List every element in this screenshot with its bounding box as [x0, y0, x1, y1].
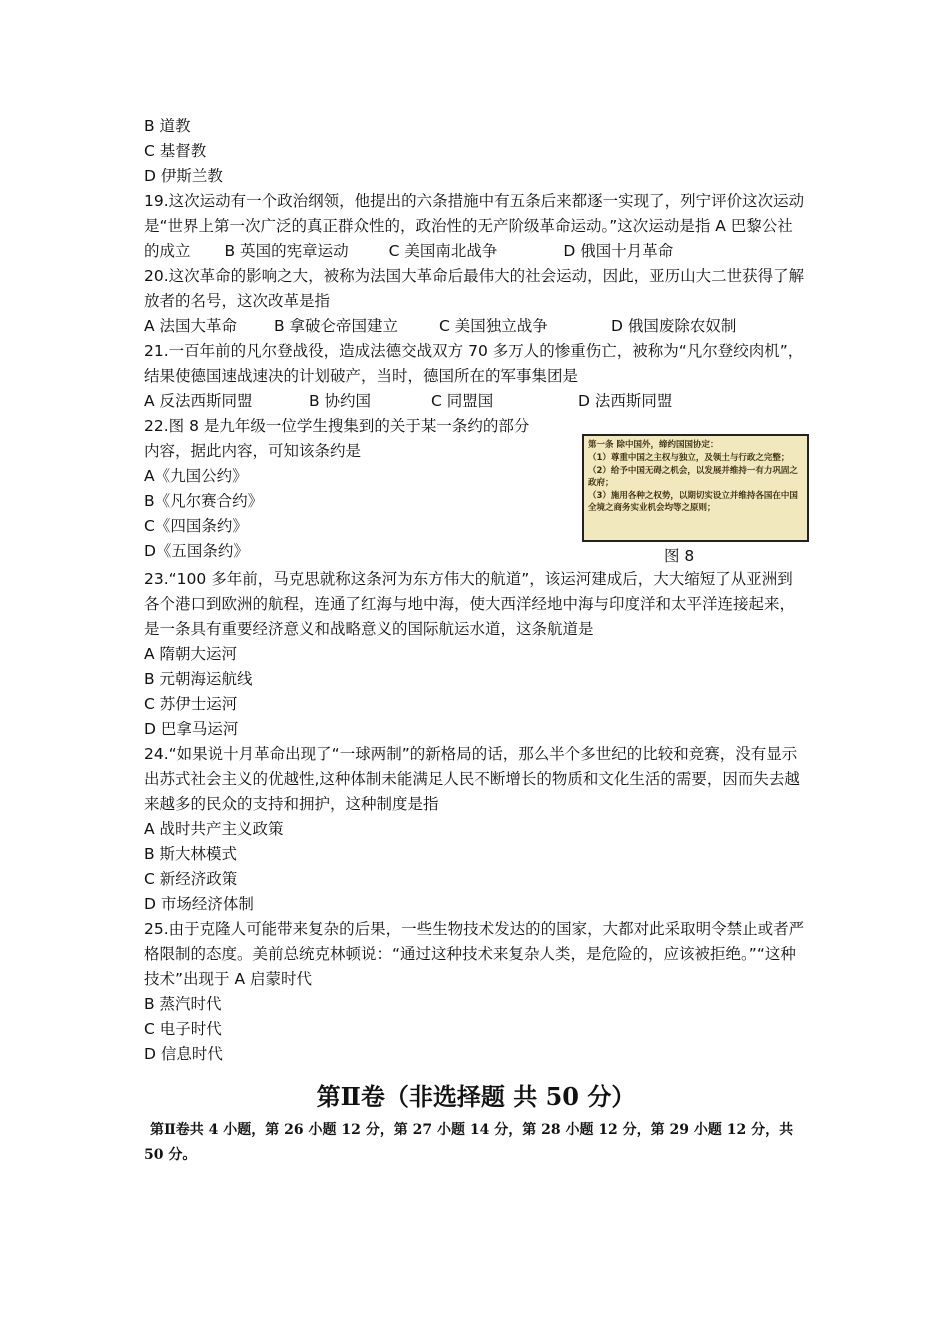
figure-line: （3）施用各种之权势，以期切实设立并维持各国在中国全境之商务实业机会均等之原则；: [588, 491, 798, 513]
question-text: 22.图 8 是九年级一位学生搜集到的关于某一条约的部分: [144, 417, 530, 435]
question-text: 20.这次革命的影响之大，被称为法国大革命后最伟大的社会运动，因此，亚历山大二世获得了解放者的名号，这次改革是指: [144, 267, 805, 310]
option-line: C 基督教: [144, 142, 207, 160]
option: A 法国大革命: [144, 317, 238, 335]
question-19: [144, 189, 808, 264]
option-row: [144, 314, 808, 339]
option-line: C 新经济政策: [144, 870, 238, 888]
figure-line: （2）给予中国无碍之机会，以发展并维持一有力巩固之政府；: [588, 466, 798, 488]
option-line: C 苏伊士运河: [144, 695, 238, 713]
question-23: [144, 567, 808, 742]
option-line: B《凡尔赛合约》: [144, 492, 264, 510]
question-text: 19.这次运动有一个政治纲领，他提出的六条措施中有五条后来都逐一实现了，列宁评价这次运动是“世界上第一次广泛的真正群众性的，政治性的无产阶级革命运动。”这次运动是指 A 巴黎公社的成立 B 英国的宪章运动 C 美国南北战争 D 俄国十月革命: [144, 192, 805, 260]
question-24: [144, 742, 808, 917]
option-line: A 隋朝大运河: [144, 645, 238, 663]
option: C 美国独立战争: [439, 317, 548, 335]
option-line: B 斯大林模式: [144, 845, 238, 863]
question-20: [144, 264, 808, 339]
question-22: [144, 414, 808, 567]
question-text: 23.“100 多年前，马克思就称这条河为东方伟大的航道”，该运河建成后，大大缩短了从亚洲到各个港口到欧洲的航程，连通了红海与地中海，使大西洋经地中海与印度洋和太平洋连接起来，是一条具有重要经济意义和战略意义的国际航运水道，这条航道是: [144, 570, 796, 638]
section-title: 第Ⅱ卷（非选择题 共 50 分）: [316, 1082, 636, 1111]
question-text: 24.“如果说十月革命出现了“一球两制”的新格局的话，那么半个多世纪的比较和竞赛，没有显示出苏式社会主义的优越性,这种体制未能满足人民不断增长的物质和文化生活的需要，因而失去越来越多的民众的支持和拥护，这种制度是指: [144, 745, 800, 813]
question-25: [144, 917, 808, 1067]
figure-caption: 图 8: [664, 547, 695, 565]
option-line: B 元朝海运航线: [144, 670, 253, 688]
option-line: A《九国公约》: [144, 467, 248, 485]
option-line: B 蒸汽时代: [144, 995, 222, 1013]
question-text: 21.一百年前的凡尔登战役，造成法德交战双方 70 多万人的惨重伤亡，被称为“凡尔登绞肉机”，结果使德国速战速决的计划破产，当时，德国所在的军事集团是: [144, 342, 804, 385]
option: A 启蒙时代: [234, 970, 312, 988]
option-line: D 市场经济体制: [144, 895, 254, 913]
option-line: D 巴拿马运河: [144, 720, 239, 738]
option-line: D《五国条约》: [144, 542, 249, 560]
treaty-figure: [582, 434, 809, 542]
option-line: C 电子时代: [144, 1020, 222, 1038]
option: A 反法西斯同盟: [144, 392, 253, 410]
option-line: A 战时共产主义政策: [144, 820, 284, 838]
question-text: 25.由于克隆人可能带来复杂的后果，一些生物技术发达的的国家，大都对此采取明令禁止或者严格限制的态度。美前总统克林顿说：“通过这种技术来复杂人类，是危险的，应该被拒绝。”“这种技术”出现于 A 启蒙时代: [144, 920, 805, 988]
option: B 拿破仑帝国建立: [274, 317, 399, 335]
option: C 同盟国: [431, 392, 494, 410]
option-line: B 道教: [144, 117, 191, 135]
option: D 俄国废除农奴制: [611, 317, 737, 335]
option-row: [144, 389, 808, 414]
option-line: C《四国条约》: [144, 517, 248, 535]
figure-line: （1）尊重中国之主权与独立，及领土与行政之完整；: [588, 453, 790, 463]
section-note: 第Ⅱ卷共 4 小题，第 26 小题 12 分，第 27 小题 14 分，第 28 小题 12 分，第 29 小题 12 分，共 50 分。: [144, 1122, 794, 1163]
option-line: D 信息时代: [144, 1045, 223, 1063]
exam-page: [144, 114, 808, 1168]
option: B 协约国: [309, 392, 372, 410]
question-text: 内容，据此内容，可知该条约是: [144, 442, 362, 460]
option: D 法西斯同盟: [578, 392, 673, 410]
option-line: D 伊斯兰教: [144, 167, 223, 185]
question-21: [144, 339, 808, 414]
figure-line: 第一条 除中国外，缔约国国协定：: [588, 440, 719, 450]
